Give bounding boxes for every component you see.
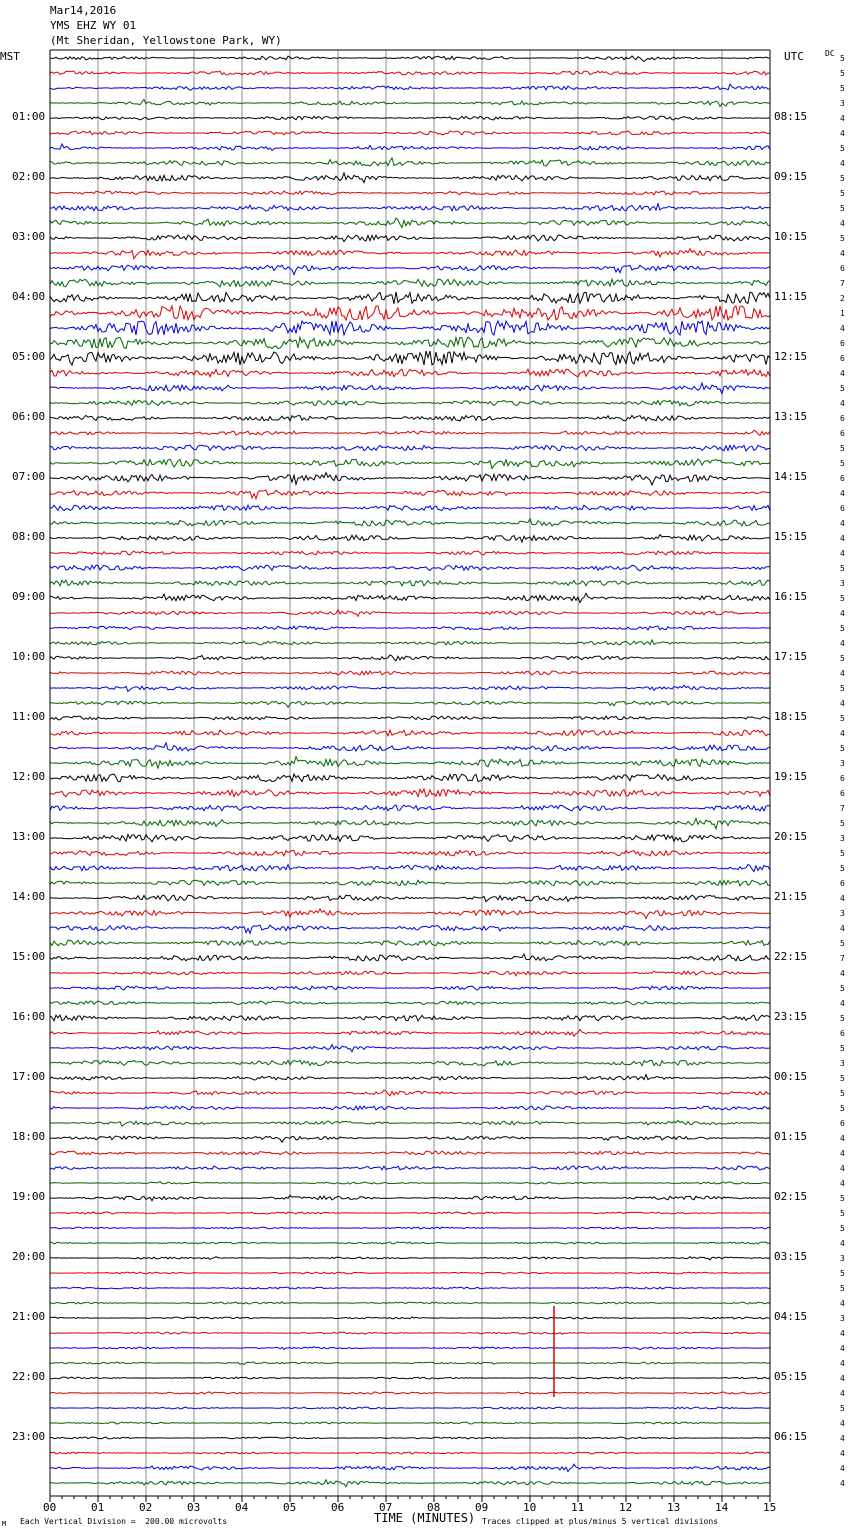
trace-row-28 [50,473,770,485]
trace-row-33 [50,551,770,555]
left-hour-label: 15:00 [12,950,46,963]
dc-offset-label: 4 [840,639,845,648]
trace-row-7 [50,158,770,166]
dc-offset-label: 7 [840,279,845,288]
trace-row-39 [50,640,770,645]
dc-offset-label: 1 [840,309,845,318]
chart-station: YMS EHZ WY 01 [50,19,137,32]
trace-row-67 [50,1060,770,1066]
dc-offset-label: 6 [840,789,845,798]
trace-row-58 [50,925,770,933]
dc-offset-label: 4 [840,1389,845,1398]
dc-offset-label: 3 [840,1254,845,1263]
left-hour-label: 12:00 [12,770,46,783]
right-hour-label: 06:15 [774,1430,808,1443]
left-hour-label: 03:00 [12,230,46,243]
dc-offset-label: 6 [840,264,845,273]
left-hour-label: 11:00 [12,710,46,723]
dc-offset-label: 4 [840,894,845,903]
trace-row-21 [50,369,770,377]
trace-row-14 [50,265,770,274]
trace-row-63 [50,1001,770,1005]
trace-row-84 [50,1317,770,1319]
trace-row-42 [50,685,770,691]
x-axis-title: TIME (MINUTES) [374,1511,476,1525]
trace-row-9 [50,191,770,195]
left-hour-label: 18:00 [12,1130,46,1143]
dc-offset-label: 3 [840,834,845,843]
right-hour-label: 22:15 [774,950,808,963]
dc-offset-label: 4 [840,1299,845,1308]
trace-row-82 [50,1287,770,1289]
right-hour-label: 18:15 [774,710,808,723]
trace-row-70 [50,1106,770,1110]
x-tick-label: 01 [91,1501,105,1514]
dc-offset-label: 4 [840,729,845,738]
left-hour-label: 20:00 [12,1250,46,1263]
x-tick-label: 10 [523,1501,537,1514]
x-tick-label: 12 [619,1501,633,1514]
dc-offset-label: 6 [840,354,845,363]
x-tick-label: 13 [667,1501,681,1514]
trace-row-46 [50,743,770,751]
dc-offset-label: 5 [840,459,845,468]
dc-offset-label: 4 [840,534,845,543]
trace-row-29 [50,490,770,499]
trace-row-94 [50,1464,770,1471]
left-hour-label: 01:00 [12,110,46,123]
right-hour-label: 08:15 [774,110,808,123]
dc-offset-label: 5 [840,54,845,63]
dc-offset-label: 5 [840,1224,845,1233]
right-hour-label: 23:15 [774,1010,808,1023]
x-tick-label: 02 [139,1501,153,1514]
footer-mark: M [2,1520,7,1528]
dc-offset-label: 5 [840,1269,845,1278]
trace-row-69 [50,1090,770,1096]
right-hour-label: 13:15 [774,410,808,423]
trace-row-87 [50,1362,770,1365]
trace-row-27 [50,459,770,468]
left-hour-label: 22:00 [12,1370,46,1383]
trace-row-86 [50,1347,770,1350]
trace-row-35 [50,580,770,586]
dc-offset-label: 5 [840,864,845,873]
dc-offset-label: 5 [840,744,845,753]
trace-row-31 [50,519,770,526]
trace-row-8 [50,173,770,183]
dc-label: DC [825,49,835,58]
trace-row-59 [50,940,770,946]
right-hour-label: 10:15 [774,230,808,243]
trace-row-95 [50,1480,770,1487]
dc-offset-label: 5 [840,714,845,723]
trace-row-10 [50,204,770,211]
dc-offset-label: 3 [840,99,845,108]
trace-row-16 [50,292,770,304]
dc-offset-label: 4 [840,1164,845,1173]
dc-offset-label: 6 [840,429,845,438]
left-hour-label: 10:00 [12,650,46,663]
dc-offset-label: 5 [840,444,845,453]
dc-offset-label: 5 [840,1194,845,1203]
dc-offset-label: 4 [840,1419,845,1428]
right-hour-label: 00:15 [774,1070,808,1083]
trace-row-65 [50,1030,770,1037]
right-hour-label: 09:15 [774,170,808,183]
dc-offset-label: 6 [840,474,845,483]
dc-offset-label: 5 [840,189,845,198]
trace-row-44 [50,716,770,720]
dc-offset-label: 6 [840,339,845,348]
right-hour-label: 12:15 [774,350,808,363]
trace-row-55 [50,880,770,886]
scale-note: Each Vertical Division = 200.00 microvolts [20,1517,228,1526]
right-hour-label: 19:15 [774,770,808,783]
dc-offset-label: 5 [840,1014,845,1023]
trace-row-41 [50,671,770,675]
trace-row-4 [50,116,770,120]
dc-offset-label: 4 [840,1374,845,1383]
seismic-traces [50,56,770,1487]
dc-offset-label: 5 [840,1074,845,1083]
dc-offset-label: 4 [840,219,845,228]
dc-offset-label: 5 [840,624,845,633]
left-hour-label: 16:00 [12,1010,46,1023]
trace-row-40 [50,655,770,661]
dc-offset-label: 4 [840,519,845,528]
right-hour-label: 15:15 [774,530,808,543]
dc-offset-label: 5 [840,1284,845,1293]
trace-row-12 [50,235,770,242]
x-tick-label: 03 [187,1501,201,1514]
trace-row-23 [50,400,770,405]
dc-offset-label: 6 [840,414,845,423]
dc-offset-label: 5 [840,984,845,993]
dc-offset-label: 4 [840,969,845,978]
dc-offset-label: 4 [840,699,845,708]
trace-row-73 [50,1151,770,1155]
dc-offset-label: 4 [840,1434,845,1443]
dc-offset-label: 4 [840,1134,845,1143]
dc-offset-label: 5 [840,174,845,183]
right-hour-label: 04:15 [774,1310,808,1323]
trace-row-26 [50,445,770,451]
x-tick-label: 05 [283,1501,297,1514]
right-hour-label: 02:15 [774,1190,808,1203]
trace-row-92 [50,1437,770,1439]
dc-offset-label: 3 [840,579,845,588]
trace-row-13 [50,249,770,259]
left-hour-label: 19:00 [12,1190,46,1203]
trace-row-17 [50,306,770,320]
right-hour-label: 20:15 [774,830,808,843]
dc-offset-label: 4 [840,129,845,138]
trace-row-83 [50,1302,770,1304]
dc-offset-label: 5 [840,849,845,858]
left-hour-label: 13:00 [12,830,46,843]
dc-offset-label: 3 [840,1314,845,1323]
dc-offset-label: 5 [840,939,845,948]
dc-offset-label: 6 [840,504,845,513]
trace-row-68 [50,1075,770,1081]
dc-offset-label: 5 [840,819,845,828]
left-hour-label: 17:00 [12,1070,46,1083]
trace-row-77 [50,1212,770,1214]
right-hour-label: 16:15 [774,590,808,603]
dc-offset-label: 4 [840,1239,845,1248]
trace-row-2 [50,84,770,90]
dc-offset-label: 4 [840,1359,845,1368]
trace-row-18 [50,321,770,335]
trace-row-93 [50,1452,770,1454]
x-tick-label: 08 [427,1501,441,1514]
dc-offset-label: 4 [840,1479,845,1488]
dc-offset-label: 5 [840,84,845,93]
dc-offset-label: 4 [840,369,845,378]
left-hour-label: 21:00 [12,1310,46,1323]
right-hour-label: 11:15 [774,290,808,303]
x-tick-label: 07 [379,1501,393,1514]
time-gridlines [98,50,722,1496]
dc-offset-label: 4 [840,1344,845,1353]
dc-offset-label: 5 [840,1104,845,1113]
trace-row-78 [50,1227,770,1229]
dc-offset-label: 4 [840,324,845,333]
trace-row-52 [50,835,770,842]
dc-offset-label: 3 [840,1059,845,1068]
trace-row-1 [50,71,770,75]
dc-offset-label: 6 [840,1119,845,1128]
trace-row-37 [50,610,770,617]
left-hour-label: 14:00 [12,890,46,903]
x-tick-label: 11 [571,1501,585,1514]
dc-offset-label: 5 [840,69,845,78]
trace-row-38 [50,626,770,630]
trace-row-60 [50,954,770,961]
dc-offset-label: 4 [840,399,845,408]
trace-row-81 [50,1272,770,1274]
trace-row-76 [50,1195,770,1201]
trace-row-20 [50,351,770,365]
dc-offset-label: 4 [840,1179,845,1188]
left-timezone-label: MST [0,50,20,63]
dc-offset-label: 5 [840,204,845,213]
trace-row-85 [50,1332,770,1334]
dc-offset-label: 5 [840,654,845,663]
dc-offset-label: 5 [840,144,845,153]
trace-row-50 [50,805,770,811]
left-hour-label: 07:00 [12,470,46,483]
left-hour-label: 08:00 [12,530,46,543]
trace-row-53 [50,850,770,856]
dc-offset-label: 7 [840,954,845,963]
trace-row-80 [50,1257,770,1260]
dc-offset-label: 5 [840,1089,845,1098]
chart-date: Mar14,2016 [50,4,117,17]
chart-location: (Mt Sheridan, Yellowstone Park, WY) [50,34,282,47]
dc-offset-label: 4 [840,924,845,933]
trace-row-49 [50,789,770,797]
dc-offset-label: 5 [840,384,845,393]
trace-row-22 [50,383,770,394]
dc-offset-label: 4 [840,999,845,1008]
trace-row-57 [50,909,770,919]
trace-row-5 [50,131,770,135]
left-hour-label: 02:00 [12,170,46,183]
dc-offset-label: 6 [840,1029,845,1038]
left-hour-label: 04:00 [12,290,46,303]
trace-row-6 [50,144,770,150]
x-tick-label: 00 [43,1501,57,1514]
dc-offset-label: 3 [840,909,845,918]
dc-offset-label: 5 [840,234,845,243]
dc-offset-label: 4 [840,609,845,618]
right-hour-label: 17:15 [774,650,808,663]
right-hour-label: 05:15 [774,1370,808,1383]
dc-offset-label: 6 [840,774,845,783]
left-hour-label: 06:00 [12,410,46,423]
trace-row-43 [50,701,770,707]
trace-row-11 [50,218,770,227]
trace-row-75 [50,1181,770,1184]
trace-row-66 [50,1045,770,1052]
trace-row-61 [50,971,770,976]
dc-offset-label: 5 [840,1404,845,1413]
trace-row-48 [50,774,770,782]
dc-offset-label: 7 [840,804,845,813]
trace-row-3 [50,100,770,107]
left-hour-label: 05:00 [12,350,46,363]
trace-row-47 [50,757,770,768]
dc-offset-label: 4 [840,249,845,258]
x-tick-label: 06 [331,1501,345,1514]
dc-offset-label: 5 [840,564,845,573]
trace-row-62 [50,986,770,990]
dc-offset-label: 4 [840,1449,845,1458]
dc-offset-label: 3 [840,759,845,768]
trace-row-24 [50,415,770,421]
right-timezone-label: UTC [784,50,804,63]
dc-offset-label: 5 [840,1044,845,1053]
trace-row-79 [50,1242,770,1244]
trace-row-45 [50,730,770,736]
dc-offset-label: 4 [840,1149,845,1158]
trace-row-25 [50,430,770,435]
right-hour-label: 14:15 [774,470,808,483]
trace-row-30 [50,505,770,511]
dc-offset-label: 2 [840,294,845,303]
dc-offset-label: 6 [840,879,845,888]
trace-row-19 [50,337,770,349]
trace-row-56 [50,895,770,902]
x-axis-ticks [50,1496,770,1502]
dc-offset-label: 5 [840,1209,845,1218]
right-hour-label: 01:15 [774,1130,808,1143]
right-hour-label: 21:15 [774,890,808,903]
x-tick-label: 04 [235,1501,249,1514]
trace-row-36 [50,593,770,602]
dc-offset-label: 4 [840,114,845,123]
x-tick-label: 15 [763,1501,777,1514]
trace-row-89 [50,1392,770,1394]
trace-row-71 [50,1120,770,1126]
trace-row-32 [50,535,770,543]
trace-row-90 [50,1407,770,1409]
dc-offset-label: 4 [840,669,845,678]
left-hour-label: 23:00 [12,1430,46,1443]
right-hour-label: 03:15 [774,1250,808,1263]
x-tick-label: 14 [715,1501,729,1514]
dc-offset-label: 4 [840,159,845,168]
trace-row-51 [50,818,770,828]
trace-row-0 [50,56,770,62]
x-tick-label: 09 [475,1501,489,1514]
dc-offset-label: 4 [840,1464,845,1473]
dc-offset-label: 4 [840,1329,845,1338]
trace-row-72 [50,1136,770,1142]
trace-row-64 [50,1015,770,1021]
left-hour-label: 09:00 [12,590,46,603]
dc-offset-label: 4 [840,549,845,558]
dc-offset-label: 5 [840,594,845,603]
trace-row-34 [50,565,770,571]
dc-offset-label: 4 [840,489,845,498]
trace-row-88 [50,1377,770,1379]
dc-offset-label: 5 [840,684,845,693]
trace-row-91 [50,1422,770,1424]
trace-row-54 [50,864,770,871]
trace-row-15 [50,279,770,287]
clip-note: Traces clipped at plus/minus 5 vertical divisions [482,1517,719,1526]
trace-row-74 [50,1166,770,1170]
